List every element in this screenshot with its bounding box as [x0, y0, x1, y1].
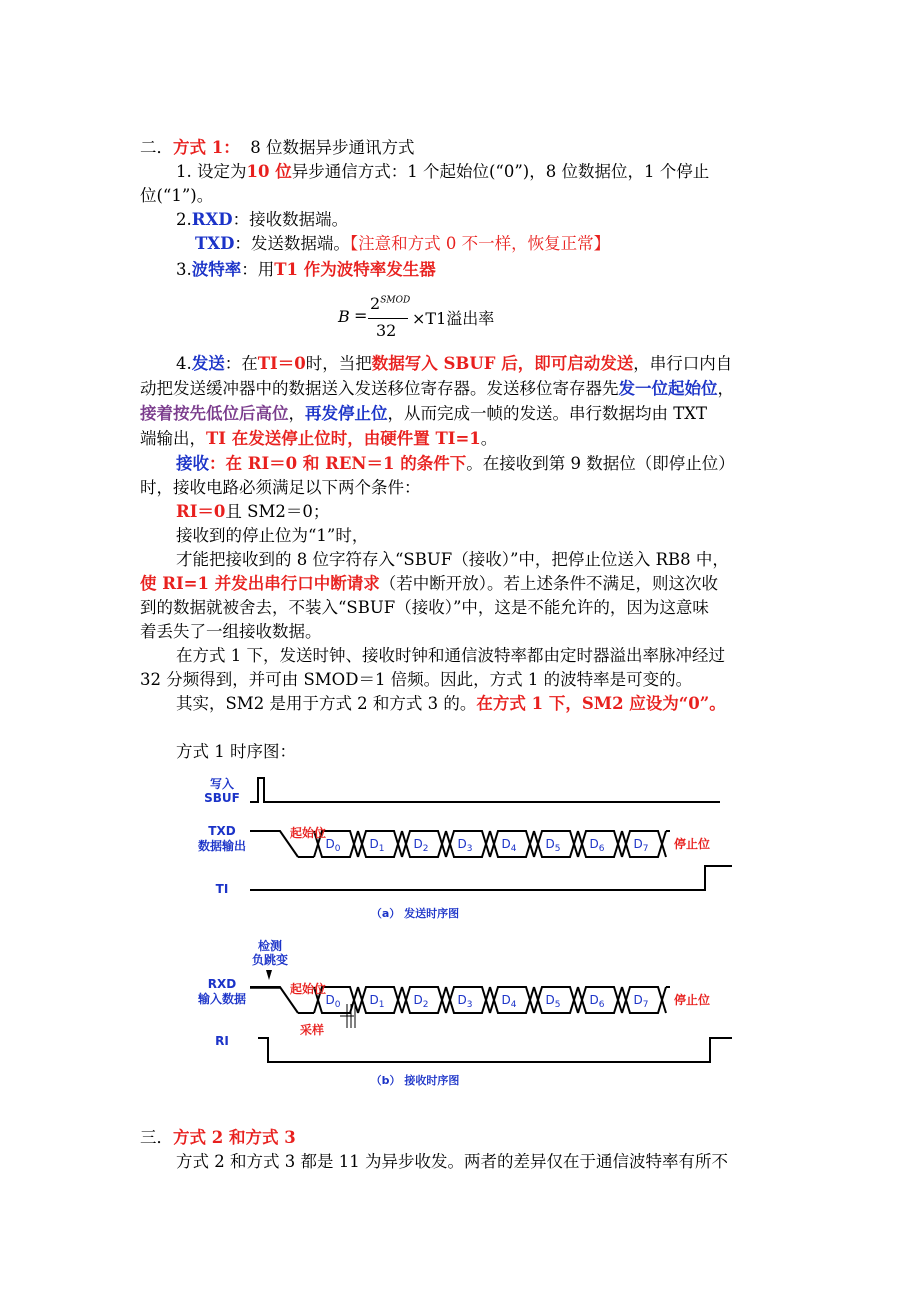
- highlight: 10 位: [246, 162, 292, 181]
- paragraph-16: 着丢失了一组接收数据。: [140, 622, 322, 641]
- formula-rest: ×T1溢出率: [412, 309, 495, 328]
- text: ：发送数据端。: [234, 234, 350, 253]
- text: 。在接收到第 9 数据位（即停止位）: [466, 454, 735, 473]
- highlight: RI＝0: [176, 502, 226, 521]
- section-heading: [140, 136, 414, 160]
- section-title: 方式 2 和方式 3: [173, 1128, 296, 1147]
- ri-label: RI: [215, 1034, 229, 1048]
- rxd-term: RXD: [191, 210, 233, 229]
- mode-title: 方式 1：: [173, 138, 240, 157]
- caption-a: （a） 发送时序图: [370, 907, 460, 920]
- timing-diagram-svg: [180, 770, 740, 1100]
- text: ，: [288, 404, 305, 423]
- paragraph-6: [140, 377, 734, 401]
- paragraph-17: 在方式 1 下，发送时钟、接收时钟和通信波特率都由定时器溢出率脉冲经过: [176, 646, 725, 665]
- rxd-bit-label-d5: $D_5$: [545, 993, 561, 1010]
- ri-waveform: [258, 1038, 732, 1062]
- paragraph-11: [176, 500, 329, 524]
- diagram-intro: 方式 1 时序图：: [176, 742, 296, 761]
- ti-label: TI: [215, 882, 229, 896]
- highlight: TI 在发送停止位时，由硬件置 TI=1: [206, 429, 481, 448]
- ti-waveform: [250, 866, 732, 890]
- txd-stop-bit-label: 停止位: [673, 837, 711, 851]
- rxd-bit-label-d7: $D_7$: [633, 993, 649, 1010]
- detect-label-1: 检测: [257, 939, 283, 953]
- paragraph-18: 32 分频得到，并可由 SMOD＝1 倍频。因此，方式 1 的波特率是可变的。: [140, 670, 693, 689]
- highlight: TI＝0: [257, 354, 306, 373]
- timing-diagram: [180, 770, 740, 1100]
- rxd-label-1: RXD: [207, 977, 237, 991]
- text: ，: [717, 379, 734, 398]
- text: ：在: [224, 354, 258, 373]
- rxd-bit-label-d1: $D_1$: [369, 993, 385, 1010]
- text: 2.: [176, 210, 192, 229]
- formula-exponent: SMOD: [380, 295, 411, 306]
- send-term: 发送: [191, 354, 225, 373]
- text: （若中断开放）。若上述条件不满足，则这次收: [379, 574, 718, 593]
- highlight: 发一位起始位: [618, 379, 718, 398]
- rxd-bit-label-d0: $D_0$: [325, 993, 341, 1010]
- highlight: 再发停止位: [305, 404, 388, 423]
- paragraph-8: [140, 427, 497, 451]
- highlight: ：在 RI＝0 和 REN＝1 的条件下: [209, 454, 467, 473]
- txd-start-bit-label: 起始位: [289, 826, 327, 840]
- text: 3.: [176, 260, 192, 279]
- text: 1. 设定为: [176, 162, 247, 181]
- rxd-bit-label-d4: $D_4$: [501, 993, 517, 1010]
- baud-formula: [338, 296, 518, 344]
- txd-term: TXD: [195, 234, 235, 253]
- txd-bit-label-d7: $D_7$: [633, 837, 649, 854]
- detect-arrow: [266, 970, 272, 980]
- sbuf-label-2: SBUF: [204, 791, 240, 805]
- mode-description: 8 位数据异步通讯方式: [250, 138, 415, 157]
- text: ，串行口内自: [633, 354, 733, 373]
- text: 其实，SM2 是用于方式 2 和方式 3 的。: [176, 694, 477, 713]
- text: 4.: [176, 354, 192, 373]
- sbuf-label-1: 写入: [209, 777, 235, 791]
- text: 异步通信方式：1 个起始位(“0”)，8 位数据位，1 个停止: [291, 162, 710, 181]
- text: 且 SM2＝0；: [225, 502, 330, 521]
- rxd-label-2: 输入数据: [197, 992, 247, 1006]
- paragraph-13: 才能把接收到的 8 位字符存入“SBUF（接收）”中，把停止位送入 RB8 中，: [176, 550, 729, 569]
- txd-bit-label-d3: $D_3$: [457, 837, 473, 854]
- rxd-start-bit-label: 起始位: [289, 982, 327, 996]
- rxd-bit-label-d3: $D_3$: [457, 993, 473, 1010]
- rxd-bit-label-d2: $D_2$: [413, 993, 429, 1010]
- formula-denominator: 32: [376, 321, 397, 340]
- text: 时，当把: [305, 354, 372, 373]
- detect-label-2: 负跳变: [251, 953, 289, 967]
- section-number: 二．: [140, 138, 173, 157]
- text: 动把发送缓冲器中的数据送入发送移位寄存器。发送移位寄存器先: [140, 379, 619, 398]
- note: 【注意和方式 0 不一样，恢复正常】: [349, 234, 611, 253]
- highlight: T1 作为波特率发生器: [274, 260, 436, 279]
- rxd-stop-bit-label: 停止位: [673, 993, 711, 1007]
- txd-bit-label-d4: $D_4$: [501, 837, 517, 854]
- text: 。: [480, 429, 498, 448]
- paragraph-2: [176, 208, 348, 232]
- txd-bit-label-d6: $D_6$: [589, 837, 605, 854]
- section-heading-3: [140, 1126, 296, 1150]
- caption-b: （b） 接收时序图: [370, 1074, 460, 1087]
- txd-bit-label-d1: $D_1$: [369, 837, 385, 854]
- section-3-paragraph: 方式 2 和方式 3 都是 11 为异步收发。两者的差异仅在于通信波特率有所不: [176, 1152, 728, 1171]
- paragraph-10: 时，接收电路必须满足以下两个条件：: [140, 478, 421, 497]
- paragraph-12: 接收到的停止位为“1”时，: [176, 526, 369, 545]
- formula-b: B: [338, 307, 350, 326]
- baud-term: 波特率: [191, 260, 242, 279]
- txd-label-1: TXD: [208, 824, 236, 838]
- text: 端输出，: [140, 429, 206, 448]
- rxd-bit-label-d6: $D_6$: [589, 993, 605, 1010]
- paragraph-15: 到的数据就被舍去，不装入“SBUF（接收）”中，这是不能允许的，因为这意味: [140, 598, 709, 617]
- txd-bit-label-d5: $D_5$: [545, 837, 561, 854]
- highlight: 使 RI=1 并发出串行口中断请求: [140, 574, 380, 593]
- paragraph-1-cont: 位(“1”)。: [140, 186, 214, 205]
- paragraph-5: [176, 352, 732, 376]
- sbuf-waveform: [250, 778, 720, 802]
- sample-label: 采样: [299, 1023, 325, 1037]
- paragraph-19: [176, 692, 726, 716]
- paragraph-14: [140, 572, 718, 596]
- fraction-bar: [368, 318, 408, 319]
- highlight: 在方式 1 下，SM2 应设为“0”。: [476, 694, 726, 713]
- txd-label-2: 数据输出: [197, 839, 247, 853]
- formula-base: 2: [370, 294, 381, 313]
- formula-numerator: [370, 294, 410, 313]
- highlight: 数据写入 SBUF 后，即可启动发送: [371, 354, 634, 373]
- paragraph-3: [195, 232, 610, 256]
- paragraph-4: [176, 258, 436, 282]
- section-number: 三．: [140, 1128, 173, 1147]
- highlight: 接着按先低位后高位: [140, 404, 289, 423]
- text: ：用: [241, 260, 275, 279]
- receive-term: 接收: [176, 454, 209, 473]
- text: ，从而完成一帧的发送。串行数据均由 TXT: [387, 404, 708, 423]
- text: ：接收数据端。: [232, 210, 349, 229]
- txd-bit-label-d2: $D_2$: [413, 837, 429, 854]
- paragraph-1: [176, 160, 709, 184]
- txd-bit-label-d0: $D_0$: [325, 837, 341, 854]
- paragraph-7: [140, 402, 707, 426]
- formula-eq: =: [354, 306, 368, 325]
- paragraph-9: [176, 452, 735, 476]
